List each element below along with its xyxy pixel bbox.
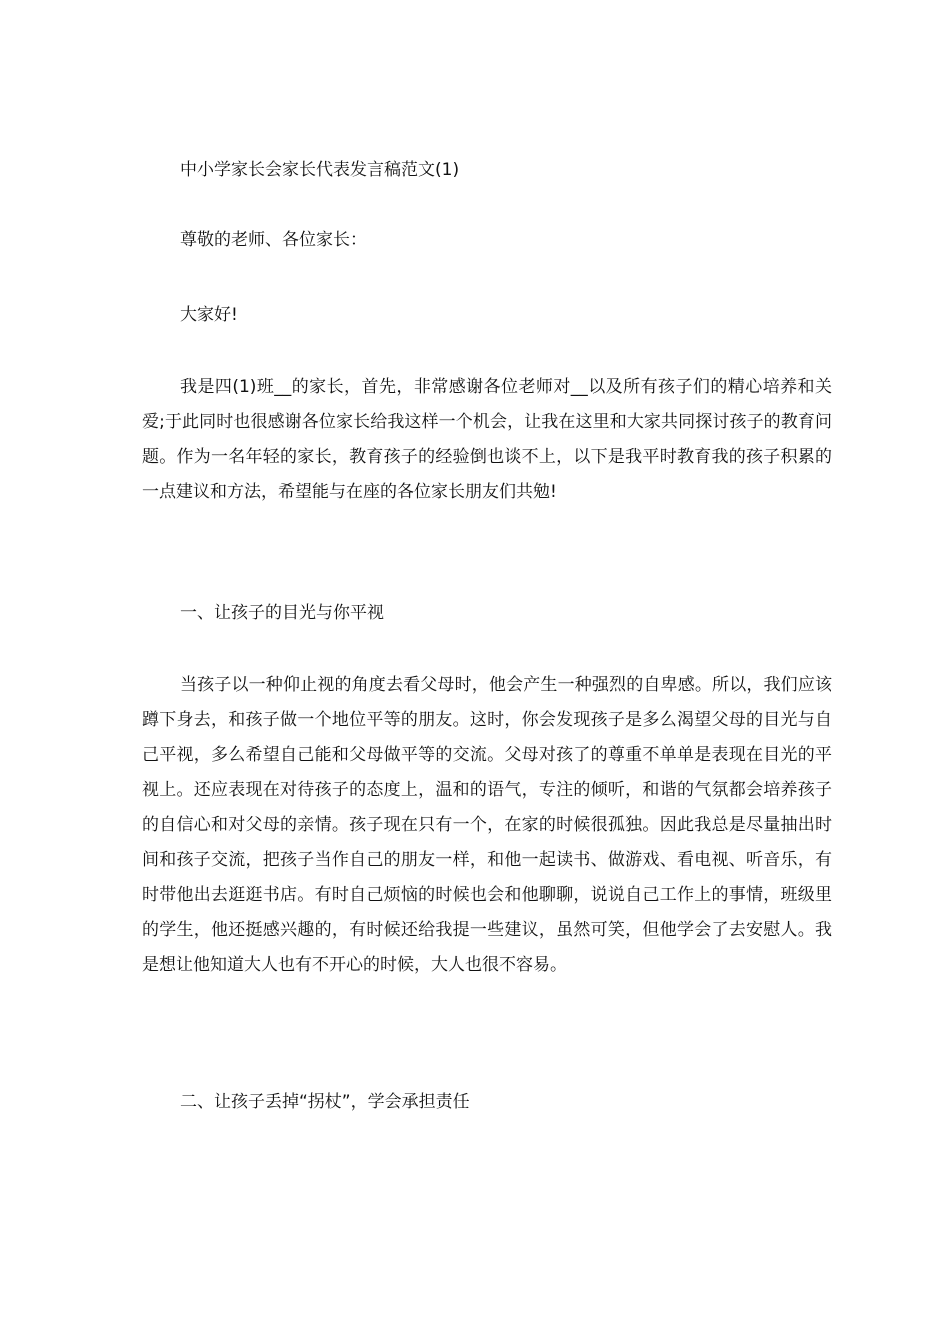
section-1-paragraph: 当孩子以一种仰止视的角度去看父母时，他会产生一种强烈的自卑感。所以，我们应该蹲下身去，和孩子做一个地位平等的朋友。这时，你会发现孩子是多么渴望父母的目光与自己平视，多么希望自己能和父母做平等的交流。父母对孩了的尊重不单单是表现在目光的平视上。还应表现在对待孩子的态度上，温和的语气，专注的倾听，和谐的气氛都会培养孩子的自信心和对父母的亲情。孩子现在只有一个，在家的时候很孤独。因此我总是尽量抽出时间和孩子交流，把孩子当作自己的朋友一样，和他一起读书、做游戏、看电视、听音乐，有时带他出去逛逛书店。有时自己烦恼的时候也会和他聊聊，说说自己工作上的事情，班级里的学生，他还挺感兴趣的，有时候还给我提一些建议，虽然可笑，但他学会了去安慰人。我是想让他知道大人也有不开心的时候，大人也很不容易。 xyxy=(142,675,832,975)
section-1-heading: 一、让孩子的目光与你平视 xyxy=(180,603,384,623)
greeting: 大家好! xyxy=(180,305,238,325)
salutation: 尊敬的老师、各位家长： xyxy=(180,230,367,250)
intro-paragraph: 我是四(1)班__的家长，首先，非常感谢各位老师对__以及所有孩子们的精心培养和关爱;于此同时也很感谢各位家长给我这样一个机会，让我在这里和大家共同探讨孩子的教育问题。作为一名年轻的家长，教育孩子的经验倒也谈不上，以下是我平时教育我的孩子积累的一点建议和方法，希望能与在座的各位家长朋友们共勉! xyxy=(142,377,832,502)
document-title: 中小学家长会家长代表发言稿范文(1) xyxy=(180,160,460,180)
section-2-heading: 二、让孩子丢掉“拐杖”，学会承担责任 xyxy=(180,1092,470,1112)
